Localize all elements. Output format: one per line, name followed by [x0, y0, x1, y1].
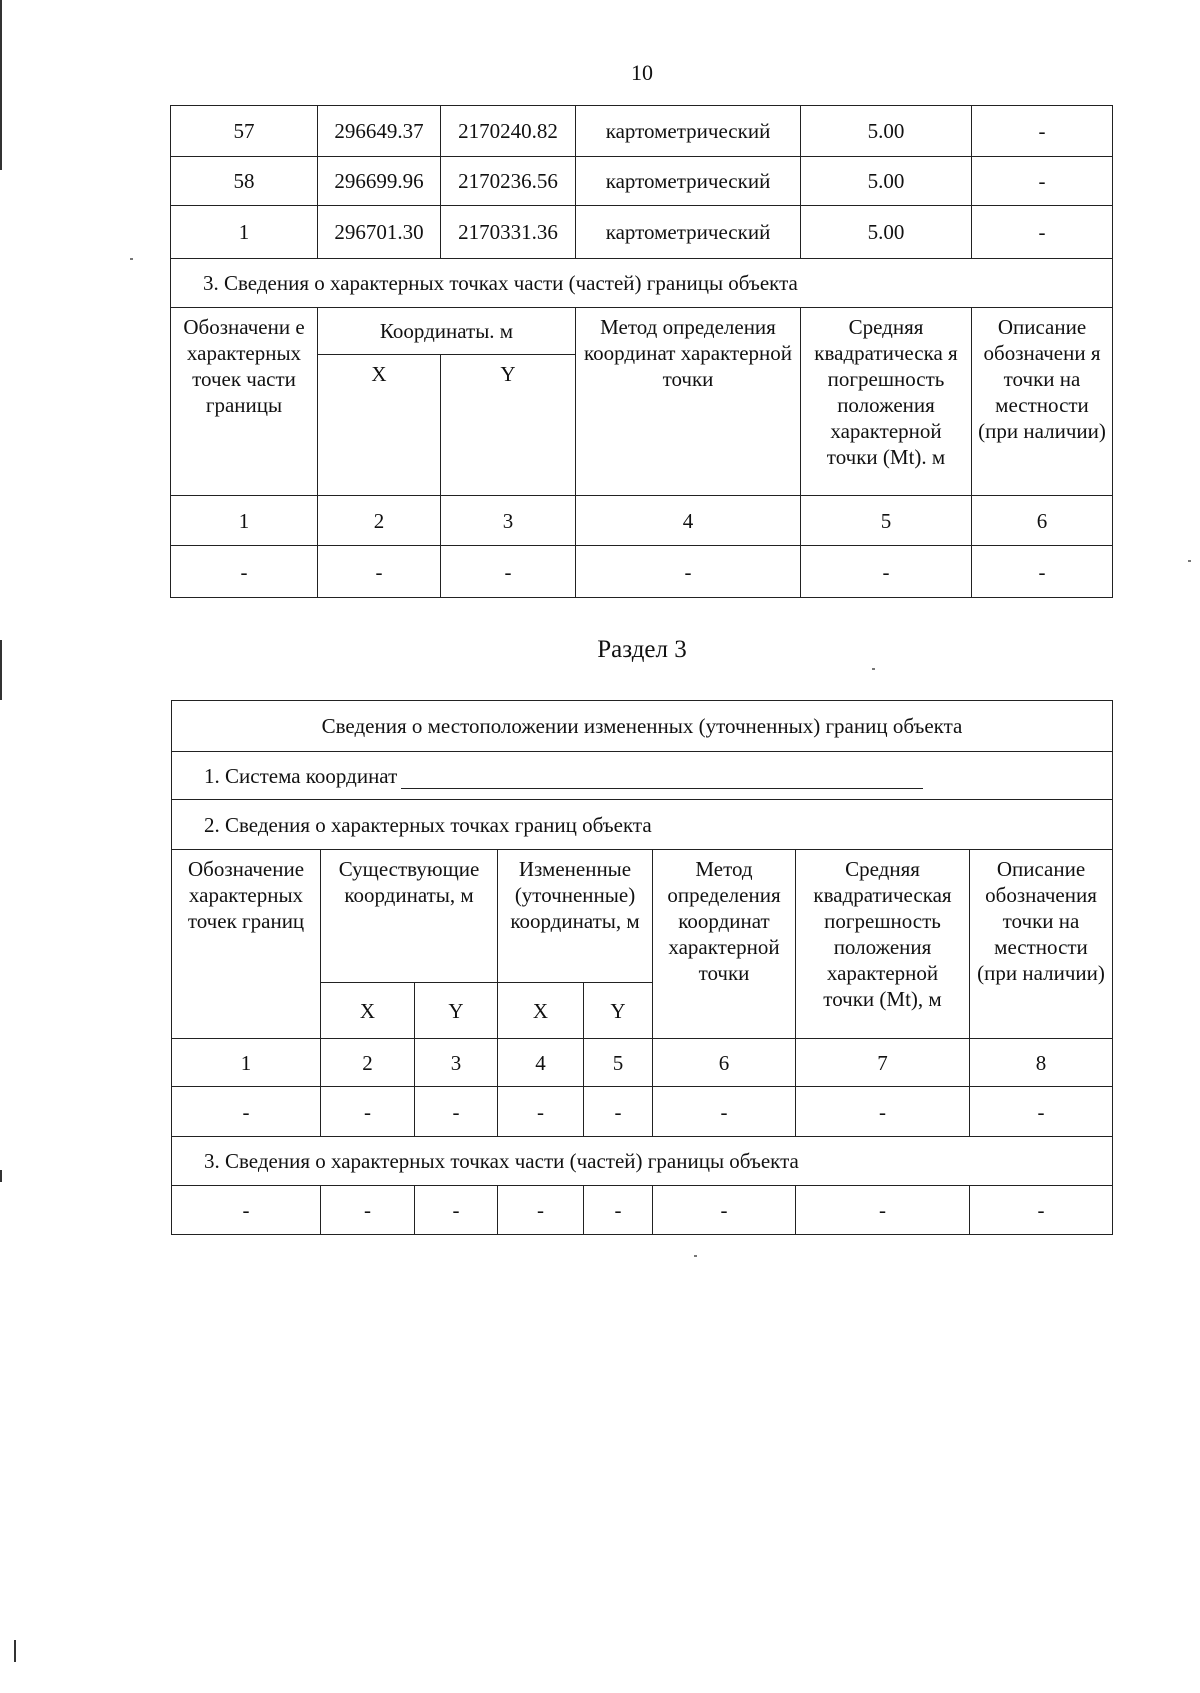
scan-speck [130, 258, 133, 260]
table-row [172, 1186, 1113, 1235]
designation-header: Обозначени е характерных точек части границы [171, 308, 318, 496]
empty-cell: - [441, 546, 576, 598]
column-numbers-row [172, 1039, 1113, 1087]
description-header: Описание обозначения точки на местности (при наличии) [970, 850, 1113, 1039]
part-points-title: 3. Сведения о характерных точках части (частей) границы объекта [171, 259, 1113, 308]
empty-cell: - [172, 1087, 321, 1137]
coordinates-header: Координаты. м [318, 308, 576, 355]
empty-cell: - [970, 1186, 1113, 1235]
empty-cell: - [415, 1087, 498, 1137]
empty-cell: - [584, 1186, 653, 1235]
column-number: 7 [796, 1039, 970, 1087]
empty-cell: - [172, 1186, 321, 1235]
x-header: X [321, 983, 415, 1039]
empty-cell: - [653, 1087, 796, 1137]
table-title: Сведения о местоположении измененных (уточненных) границ объекта [172, 701, 1113, 752]
empty-cell: - [970, 1087, 1113, 1137]
empty-cell: - [498, 1087, 584, 1137]
empty-cell: - [972, 546, 1113, 598]
column-number: 5 [584, 1039, 653, 1087]
section-heading: Раздел 3 [597, 636, 687, 663]
part-points-title: 3. Сведения о характерных точках части (частей) границы объекта [172, 1137, 1113, 1186]
empty-cell: - [801, 546, 972, 598]
x-cell: 296701.30 [318, 206, 441, 259]
x-cell: 296649.37 [318, 106, 441, 157]
column-number: 2 [321, 1039, 415, 1087]
error-cell: 5.00 [801, 106, 972, 157]
column-number: 5 [801, 496, 972, 546]
empty-cell: - [321, 1186, 415, 1235]
y-header: Y [415, 983, 498, 1039]
coordinate-system-row [172, 752, 1113, 800]
empty-cell: - [584, 1087, 653, 1137]
scan-speck [694, 1255, 697, 1257]
description-header: Описание обозначени я точки на местности (при наличии) [972, 308, 1113, 496]
column-numbers-row [171, 496, 1113, 546]
point-cell: 58 [171, 157, 318, 206]
method-cell: картометрический [576, 106, 801, 157]
empty-cell: - [415, 1186, 498, 1235]
table-row [171, 157, 1113, 206]
table-row [171, 546, 1113, 598]
x-header: X [498, 983, 584, 1039]
column-number: 8 [970, 1039, 1113, 1087]
column-number: 4 [498, 1039, 584, 1087]
empty-cell: - [653, 1186, 796, 1235]
method-cell: картометрический [576, 206, 801, 259]
empty-cell: - [171, 546, 318, 598]
error-header: Средняя квадратическа я погрешность положения характерной точки (Mt). м [801, 308, 972, 496]
empty-cell: - [318, 546, 441, 598]
scan-speck [872, 668, 875, 670]
table-row [171, 206, 1113, 259]
coordinate-system-blank [401, 766, 923, 789]
column-number: 4 [576, 496, 801, 546]
empty-cell: - [576, 546, 801, 598]
boundary-points-title: 2. Сведения о характерных точках границ объекта [172, 800, 1113, 850]
scan-edge-mark [14, 1640, 16, 1662]
method-header: Метод определения координат характерной точки [653, 850, 796, 1039]
y-header: Y [584, 983, 653, 1039]
changed-boundaries-table [171, 700, 1113, 1235]
boundary-points-table [170, 105, 1113, 598]
method-header: Метод определения координат характерной точки [576, 308, 801, 496]
existing-coordinates-header: Существующие координаты, м [321, 850, 498, 983]
x-cell: 296699.96 [318, 157, 441, 206]
point-cell: 1 [171, 206, 318, 259]
method-cell: картометрический [576, 157, 801, 206]
table-row [171, 106, 1113, 157]
column-number: 6 [972, 496, 1113, 546]
y-header: Y [441, 355, 576, 496]
column-number: 1 [171, 496, 318, 546]
empty-cell: - [796, 1186, 970, 1235]
error-cell: 5.00 [801, 206, 972, 259]
empty-cell: - [498, 1186, 584, 1235]
description-cell: - [972, 106, 1113, 157]
scan-edge-mark [0, 1170, 2, 1182]
scan-speck [1188, 560, 1191, 562]
changed-coordinates-header: Измененные (уточненные) координаты, м [498, 850, 653, 983]
table-row [172, 1087, 1113, 1137]
column-number: 2 [318, 496, 441, 546]
column-number: 3 [441, 496, 576, 546]
description-cell: - [972, 206, 1113, 259]
empty-cell: - [796, 1087, 970, 1137]
column-number: 1 [172, 1039, 321, 1087]
column-number: 6 [653, 1039, 796, 1087]
designation-header: Обозначение характерных точек границ [172, 850, 321, 1039]
y-cell: 2170240.82 [441, 106, 576, 157]
error-cell: 5.00 [801, 157, 972, 206]
description-cell: - [972, 157, 1113, 206]
empty-cell: - [321, 1087, 415, 1137]
y-cell: 2170331.36 [441, 206, 576, 259]
error-header: Средняя квадратическая погрешность положения характерной точки (Mt), м [796, 850, 970, 1039]
x-header: X [318, 355, 441, 496]
y-cell: 2170236.56 [441, 157, 576, 206]
coordinate-system-label: 1. Система координат [204, 763, 398, 788]
scan-edge-mark [0, 0, 2, 170]
scan-edge-mark [0, 640, 2, 700]
point-cell: 57 [171, 106, 318, 157]
page-number: 10 [631, 60, 653, 85]
column-number: 3 [415, 1039, 498, 1087]
